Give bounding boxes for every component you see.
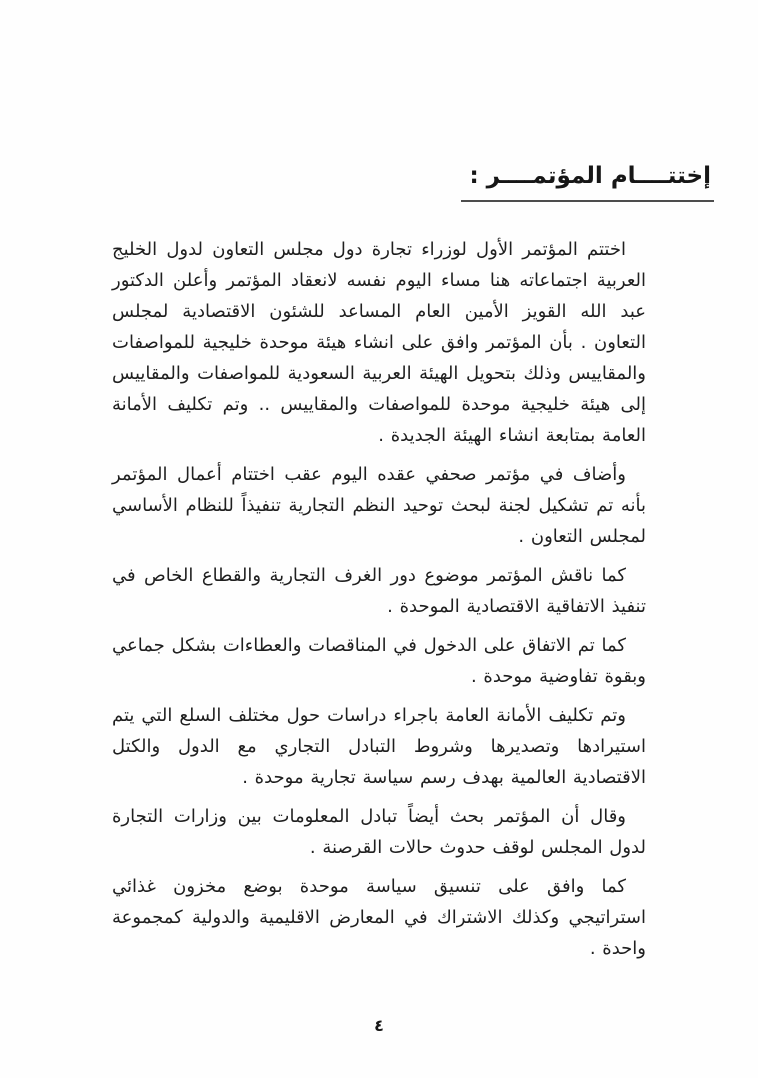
paragraph-4: كما تم الاتفاق على الدخول في المناقصات والعطاءات بشكل جماعي وبقوة تفاوضية موحدة .: [112, 635, 646, 687]
paragraph-7: كما وافق على تنسيق سياسة موحدة بوضع مخزون غذائي استراتيجي وكذلك الاشتراك في المعارض الاقليمية والدولية كمجموعة واحدة .: [112, 876, 646, 959]
paragraph-6: وقال أن المؤتمر بحث أيضاً تبادل المعلومات بين وزارات التجارة لدول المجلس لوقف حدوث حالات القرصنة .: [112, 806, 646, 858]
paragraph-3: كما ناقش المؤتمر موضوع دور الغرف التجارية والقطاع الخاص في تنفيذ الاتفاقية الاقتصادية الموحدة .: [112, 565, 646, 617]
page-title: إختتــــام المؤتمــــر :: [461, 163, 714, 202]
paragraph-5: وتم تكليف الأمانة العامة باجراء دراسات حول مختلف السلع التي يتم استيرادها وتصديرها وشروط التبادل التجاري مع الدول والكتل الاقتصادية العالمية بهدف رسم سياسة تجارية موحدة .: [112, 705, 646, 788]
document-body: [112, 234, 646, 972]
paragraph-1: اختتم المؤتمر الأول لوزراء تجارة دول مجلس التعاون لدول الخليج العربية اجتماعاته هنا مساء اليوم نفسه لانعقاد المؤتمر وأعلن الدكتور عبد الله القويز الأمين العام المساعد للشئون الاقتصادية لمجلس التعاون . بأن المؤتمر وافق على انشاء هيئة موحدة خليجية للمواصفات والمقاييس وذلك بتحويل الهيئة العربية السعودية للمواصفات والمقاييس إلى هيئة خليجية موحدة للمواصفات والمقاييس .. وتم تكليف الأمانة العامة بمتابعة انشاء الهيئة الجديدة .: [112, 239, 646, 446]
paragraph-2: وأضاف في مؤتمر صحفي عقده اليوم عقب اختتام أعمال المؤتمر بأنه تم تشكيل لجنة لبحث توحيد النظم التجارية تنفيذاً للنظام الأساسي لمجلس التعاون .: [112, 464, 646, 547]
page-number: ٤: [374, 1016, 384, 1035]
